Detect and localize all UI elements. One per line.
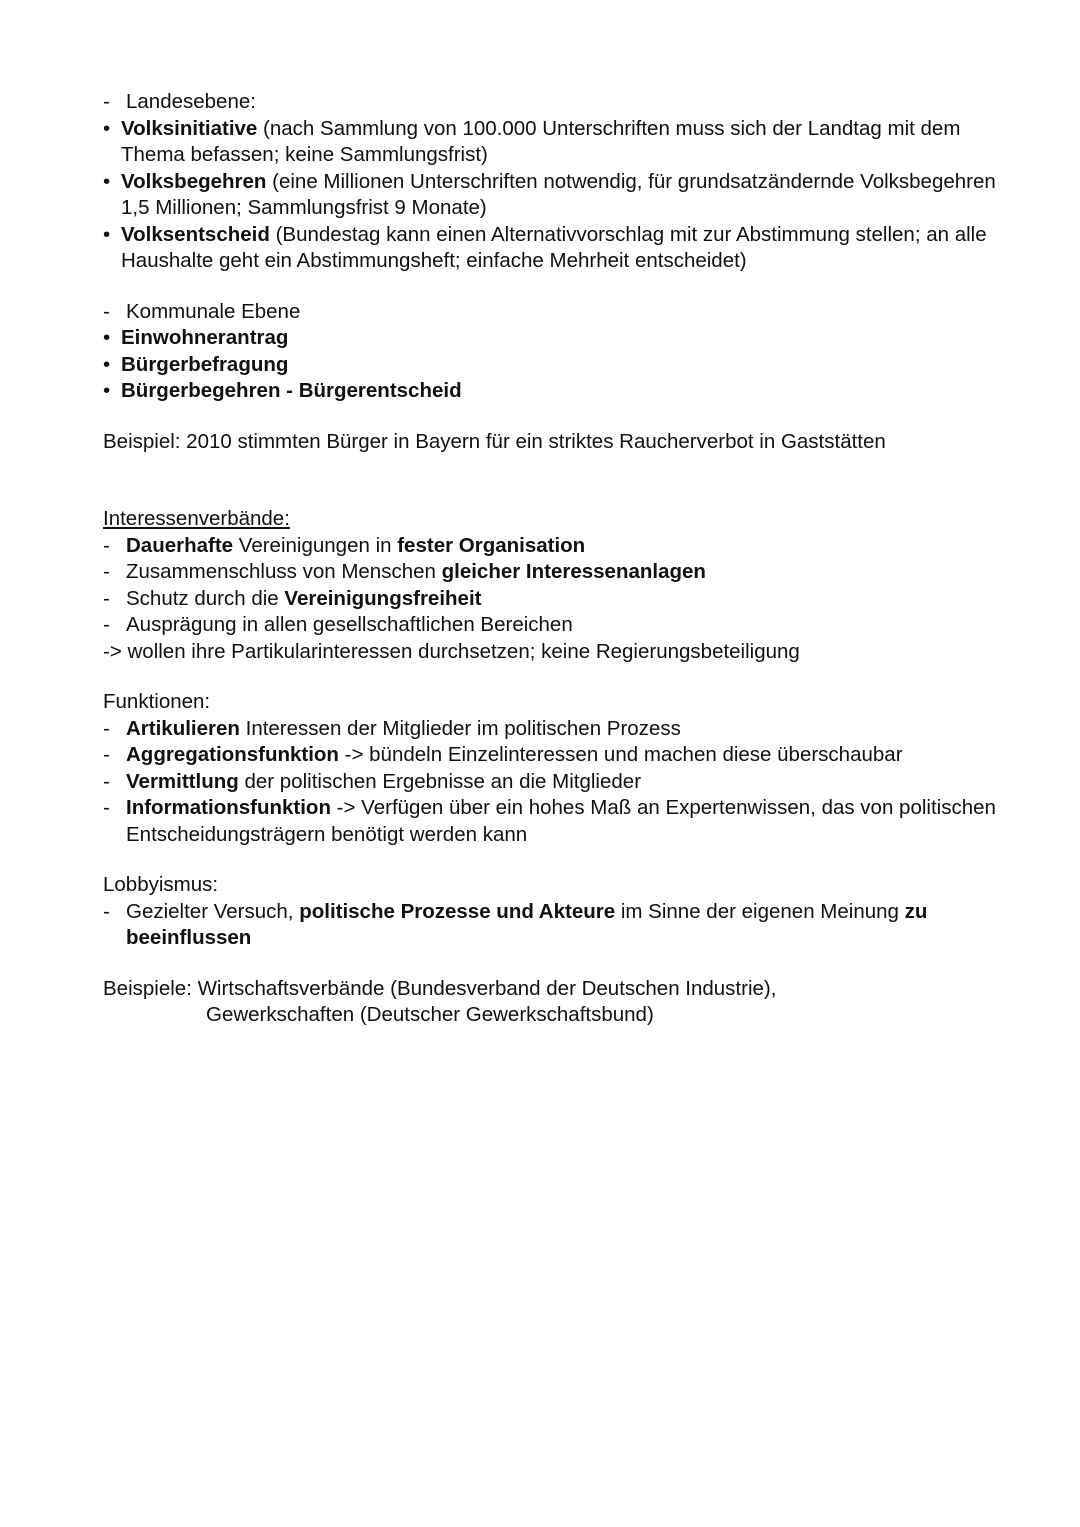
dash-marker: - bbox=[103, 796, 110, 819]
list-item: • Volksinitiative (nach Sammlung von 100.000 Unterschriften muss sich der Landtag mit dem Thema befassen; keine Sammlungsfrist) bbox=[103, 116, 1003, 169]
bullet-marker: • bbox=[103, 169, 111, 193]
list-item: - Aggregationsfunktion -> bündeln Einzelinteressen und machen diese überschaubar bbox=[103, 742, 1003, 769]
dash-marker: - bbox=[103, 560, 110, 583]
list-item: • Bürgerbefragung bbox=[103, 352, 1003, 379]
list-item: • Bürgerbegehren - Bürgerentscheid bbox=[103, 378, 1003, 405]
list-item: • Volksbegehren (eine Millionen Unterschriften notwendig, für grundsatzändernde Volksbegehren 1,5 Millionen; Sammlungsfrist 9 Monate) bbox=[103, 169, 1003, 222]
list-item: • Volksentscheid (Bundestag kann einen Alternativvorschlag mit zur Abstimmung stellen; an alle Haushalte geht ein Abstimmungsheft; einfache Mehrheit entscheidet) bbox=[103, 222, 1003, 275]
bullet-marker: • bbox=[103, 352, 111, 376]
list-item: • Einwohnerantrag bbox=[103, 325, 1003, 352]
list-item: - Schutz durch die Vereinigungsfreiheit bbox=[103, 586, 1003, 613]
dash-marker: - bbox=[103, 299, 110, 323]
bullet-marker: • bbox=[103, 116, 111, 140]
document-page bbox=[103, 89, 1003, 1029]
beispiele-line2: Gewerkschaften (Deutscher Gewerkschaftsbund) bbox=[206, 1003, 654, 1026]
dash-marker: - bbox=[103, 899, 110, 923]
dash-marker: - bbox=[103, 716, 110, 740]
funktionen-heading: Funktionen: bbox=[103, 690, 211, 713]
list-item: - Vermittlung der politischen Ergebnisse an die Mitglieder bbox=[103, 769, 1003, 796]
dash-marker: - bbox=[103, 743, 110, 766]
interessen-note: -> wollen ihre Partikularinteressen durchsetzen; keine Regierungsbeteiligung bbox=[103, 639, 800, 663]
dash-marker: - bbox=[103, 769, 110, 793]
list-item: - Dauerhafte Vereinigungen in fester Organisation bbox=[103, 533, 1003, 560]
dash-marker: - bbox=[103, 533, 110, 557]
dash-marker: - bbox=[103, 586, 110, 610]
beispiel-text: Beispiel: 2010 stimmten Bürger in Bayern für ein striktes Raucherverbot in Gaststätten bbox=[103, 429, 886, 453]
dash-marker: - bbox=[103, 90, 110, 113]
bullet-marker: • bbox=[103, 222, 111, 246]
bullet-marker: • bbox=[103, 379, 111, 402]
lobbyismus-heading: Lobbyismus: bbox=[103, 873, 219, 896]
list-item: - Ausprägung in allen gesellschaftlichen Bereichen bbox=[103, 612, 1003, 639]
list-item: - Artikulieren Interessen der Mitglieder im politischen Prozess bbox=[103, 716, 1003, 743]
interessen-heading: Interessenverbände: bbox=[103, 507, 290, 530]
list-item: - Informationsfunktion -> Verfügen über ein hohes Maß an Expertenwissen, das von politischen Entscheidungsträgern benötigt werden kann bbox=[103, 795, 1003, 848]
bullet-marker: • bbox=[103, 326, 111, 349]
beispiele-line1: Beispiele: Wirtschaftsverbände (Bundesverband der Deutschen Industrie), bbox=[103, 976, 777, 1000]
list-item: - Zusammenschluss von Menschen gleicher Interessenanlagen bbox=[103, 559, 1003, 586]
landesebene-heading: - Landesebene: bbox=[103, 89, 1003, 116]
list-item: - Gezielter Versuch, politische Prozesse und Akteure im Sinne der eigenen Meinung zu beeinflussen bbox=[103, 899, 1003, 952]
kommunal-heading: - Kommunale Ebene bbox=[103, 299, 1003, 326]
dash-marker: - bbox=[103, 613, 110, 636]
